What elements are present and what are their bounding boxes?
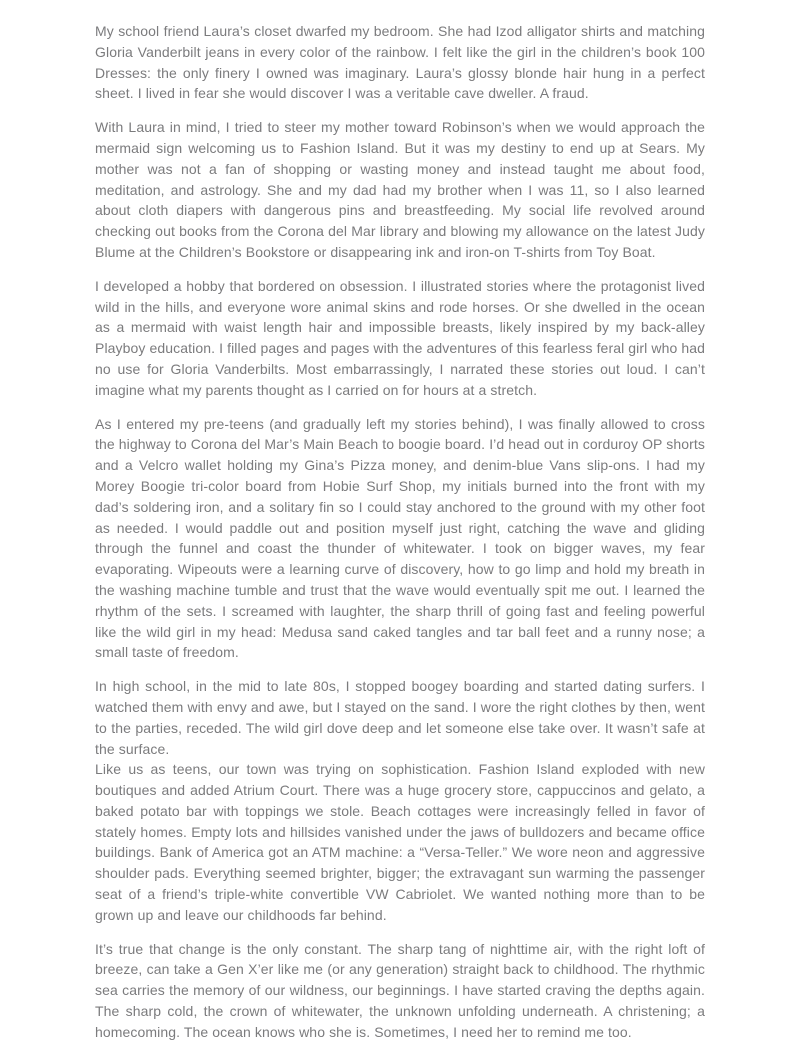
essay-paragraph: Like us as teens, our town was trying on sophistication. Fashion Island exploded with new boutiques and added Atrium Court. There was a huge grocery store, cappuccinos and gelato, a baked potato bar with toppings we stole. Beach cottages were increasingly felled in favor of stately homes. Empty lots and hillsides vanished under the jaws of bulldozers and became office buildings. Bank of America got an ATM machine: a “Versa-Teller.” We wore neon and aggressive shoulder pads. Everything seemed brighter, bigger; the extravagant sun warming the passenger seat of a friend’s triple-white convertible VW Cabriolet. We wanted nothing more than to be grown up and leave our childhoods far behind. bbox=[95, 761, 705, 923]
essay-paragraph: As I entered my pre-teens (and gradually left my stories behind), I was finally allowed to cross the highway to Corona del Mar’s Main Beach to boogie board. I’d head out in corduroy OP shorts and a Velcro wallet holding my Gina’s Pizza money, and denim-blue Vans slip-ons. I had my Morey Boogie tri-color board from Hobie Surf Shop, my initials burned into the front with my dad’s soldering iron, and a solitary fin so I could stay anchored to the ground with my other foot as needed. I would paddle out and position myself just right, catching the wave and gliding through the funnel and coast the thunder of whitewater. I took on bigger waves, my fear evaporating. Wipeouts were a learning curve of discovery, how to go limp and hold my breath in the washing machine tumble and trust that the wave would eventually spit me out. I learned the rhythm of the sets. I screamed with laughter, the sharp thrill of going fast and feeling powerful like the wild girl in my head: Medusa sand caked tangles and tar ball feet and a runny nose; a small taste of freedom. bbox=[95, 415, 705, 661]
essay-paragraph: With Laura in mind, I tried to steer my mother toward Robinson’s when we would approach the mermaid sign welcoming us to Fashion Island. But it was my destiny to end up at Sears. My mother was not a fan of shopping or wasting money and instead taught me about food, meditation, and astrology. She and my dad had my brother when I was 11, so I also learned about cloth diapers with dangerous pins and breastfeeding. My social life revolved around checking out books from the Corona del Mar library and blowing my allowance on the latest Judy Blume at the Children’s Bookstore or disappearing ink and iron-on T-shirts from Toy Boat. bbox=[95, 119, 705, 260]
essay-paragraph: My school friend Laura’s closet dwarfed my bedroom. She had Izod alligator shirts and matching Gloria Vanderbilt jeans in every color of the rainbow. I felt like the girl in the children’s book 100 Dresses: the only finery I owned was imaginary. Laura’s glossy blonde hair hung in a perfect sheet. I lived in fear she would discover I was a veritable cave dweller. A fraud. bbox=[95, 23, 705, 102]
essay-paragraph: I developed a hobby that bordered on obsession. I illustrated stories where the protagonist lived wild in the hills, and everyone wore animal skins and rode horses. Or she dwelled in the ocean as a mermaid with waist length hair and impossible breasts, likely inspired by my back-alley Playboy education. I filled pages and pages with the adventures of this fearless feral girl who had no use for Gloria Vanderbilts. Most embarrassingly, I narrated these stories out loud. I can’t imagine what my parents thought as I carried on for hours at a stretch. bbox=[95, 277, 705, 398]
essay-paragraph: In high school, in the mid to late 80s, I stopped boogey boarding and started dating surfers. I watched them with envy and awe, but I stayed on the sand. I wore the right clothes by then, went to the parties, receded. The wild girl dove deep and let someone else take over. It wasn’t safe at the surface. bbox=[95, 678, 705, 757]
essay-paragraph: It’s true that change is the only constant. The sharp tang of nighttime air, with the right loft of breeze, can take a Gen X’er like me (or any generation) straight back to childhood. The rhythmic sea carries the memory of our wildness, our beginnings. I have started craving the depths again. The sharp cold, the crown of whitewater, the unknown unfolding underneath. A christening; a homecoming. The ocean knows who she is. Sometimes, I need her to remind me too. bbox=[95, 940, 705, 1040]
